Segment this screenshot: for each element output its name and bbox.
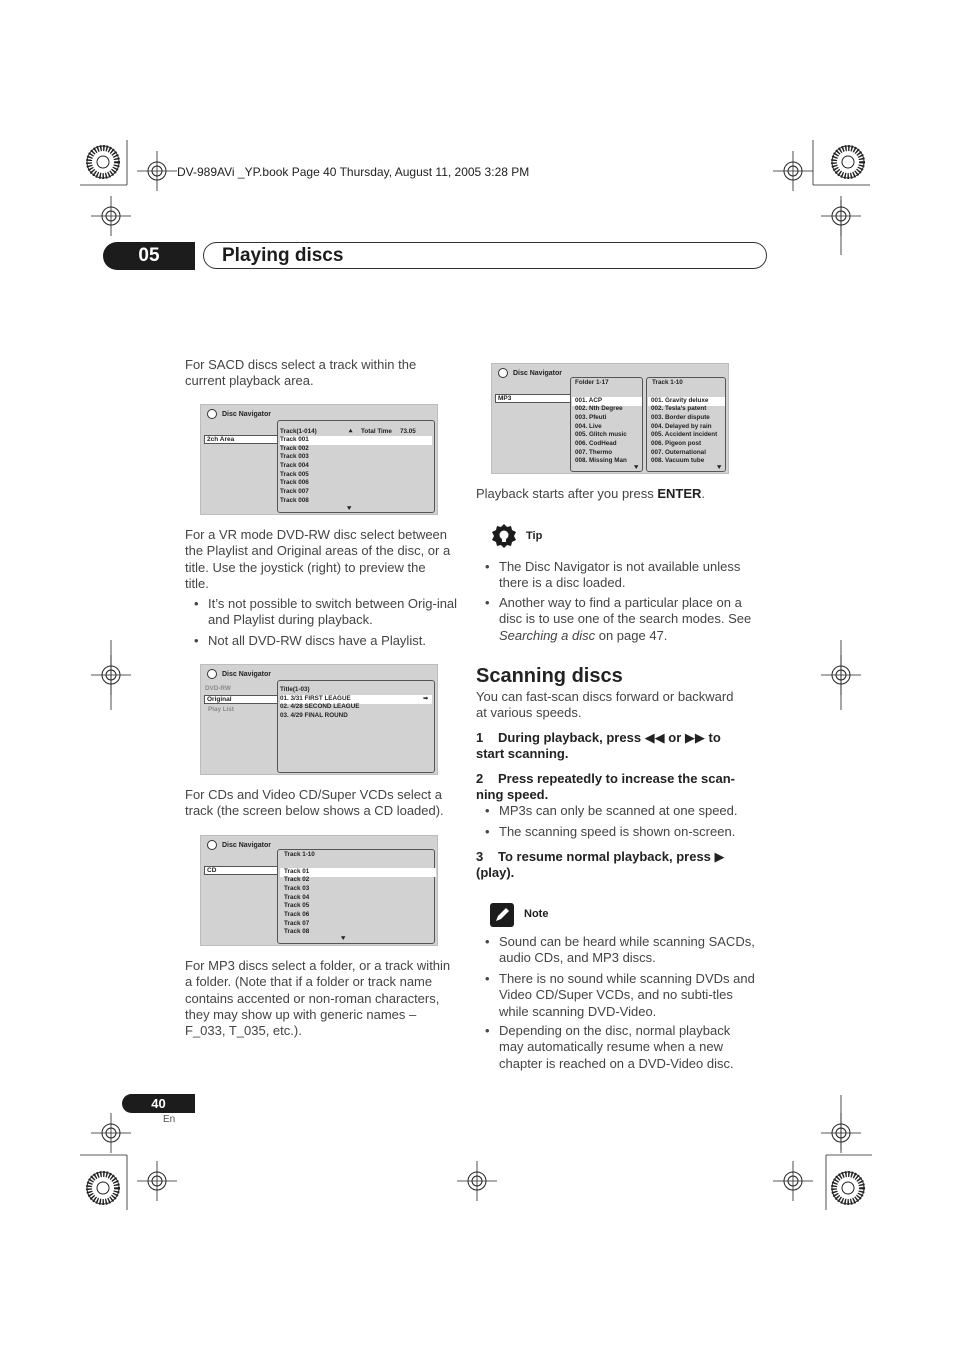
- tip-bullet: • The Disc Navigator is not available unless there is a disc loaded.: [485, 559, 757, 592]
- title-item[interactable]: 01. 3/31 FIRST LEAGUE: [280, 695, 432, 704]
- folder-item[interactable]: 007. Thermo: [575, 449, 613, 456]
- tip-label: Tip: [526, 530, 543, 542]
- tip-text: Another way to find a particular place on a disc is to use one of the search modes. See: [499, 595, 752, 627]
- folder-item[interactable]: 001. ACP: [572, 397, 642, 406]
- folder-item[interactable]: 005. Glitch music: [575, 431, 627, 438]
- tip-page-ref: on page 47.: [595, 627, 668, 643]
- step-number: 2: [476, 771, 484, 786]
- track-header: Track 1-10: [284, 851, 315, 858]
- vr-paragraph: For a VR mode DVD-RW disc select between the Playlist and Original areas of the disc, or a title. Use the joystick (right) to preview the title.: [185, 527, 451, 591]
- track-item[interactable]: 003. Border dispute: [651, 414, 710, 421]
- track-item[interactable]: Track 07: [284, 920, 310, 927]
- step-number: 1: [476, 730, 484, 745]
- track-item[interactable]: 005. Accident incident: [651, 431, 718, 438]
- section-title: Scanning discs: [476, 665, 623, 687]
- cd-navigator-screen: [200, 835, 438, 946]
- step-2-bullet: • The scanning speed is shown on-screen.: [485, 824, 759, 840]
- mp3-tab[interactable]: MP3: [495, 394, 571, 403]
- right-arrow-icon: ➡: [423, 695, 429, 702]
- folder-header: Folder 1-17: [575, 379, 609, 386]
- section-intro: You can fast-scan discs forward or backward at various speeds.: [476, 689, 734, 721]
- track-panel: [277, 849, 435, 944]
- file-header: DV-989AVi _YP.book Page 40 Thursday, August 11, 2005 3:28 PM: [177, 165, 530, 179]
- title-item[interactable]: 03. 4/29 FINAL ROUND: [280, 712, 348, 719]
- disc-icon: [207, 669, 217, 679]
- note-bullet: • Depending on the disc, normal playback may automatically resume when a new chapter is reached on a DVD-Video disc.: [485, 1023, 757, 1072]
- down-arrow-icon: ⯆: [633, 463, 640, 472]
- disc-icon: [207, 409, 217, 419]
- track-item[interactable]: 002. Tesla’s patent: [651, 405, 707, 412]
- track-item[interactable]: Track 002: [280, 445, 309, 452]
- track-item[interactable]: Track 003: [280, 453, 309, 460]
- track-item[interactable]: Track 02: [284, 876, 310, 883]
- chapter-title: Playing discs: [222, 245, 344, 266]
- step-1: During playback, press ◀◀ or ▶▶ to start scanning.: [476, 730, 721, 762]
- track-item[interactable]: Track 005: [280, 471, 309, 478]
- enter-key: ENTER: [657, 486, 702, 501]
- screen-title: Disc Navigator: [222, 411, 272, 418]
- track-item[interactable]: 008. Vacuum tube: [651, 457, 705, 464]
- cd-tab[interactable]: CD: [204, 866, 278, 875]
- track-item[interactable]: Track 008: [280, 497, 309, 504]
- playback-text: Playback starts after you press: [476, 486, 658, 501]
- mp3-navigator-screen: [491, 363, 729, 474]
- track-item[interactable]: Track 06: [284, 911, 310, 918]
- tip-bullet: [485, 595, 757, 644]
- track-item[interactable]: 001. Gravity deluxe: [648, 397, 725, 406]
- disc-icon: [207, 840, 217, 850]
- disc-icon: [498, 368, 508, 378]
- title-item[interactable]: 02. 4/28 SECOND LEAGUE: [280, 703, 360, 710]
- folder-panel: [570, 377, 643, 472]
- note-bullet: • Sound can be heard while scanning SACDs, audio CDs, and MP3 discs.: [485, 934, 757, 967]
- sacd-paragraph: For SACD discs select a track within the current playback area.: [185, 357, 417, 389]
- track-item[interactable]: Track 01: [280, 868, 436, 877]
- folder-item[interactable]: 004. Live: [575, 423, 602, 430]
- track-item[interactable]: Track 08: [284, 928, 310, 935]
- track-item[interactable]: 006. Pigeon post: [651, 440, 702, 447]
- playback-period: .: [701, 486, 706, 501]
- title-panel: [277, 680, 435, 773]
- folder-item[interactable]: 008. Missing Man: [575, 457, 627, 464]
- original-tab[interactable]: Original: [204, 695, 278, 704]
- folder-item[interactable]: 006. CodHead: [575, 440, 617, 447]
- track-item[interactable]: Track 04: [284, 894, 310, 901]
- step-3: To resume normal playback, press ▶ (play).: [476, 849, 725, 881]
- total-time-label: Total Time: [361, 428, 392, 435]
- tip-icon: [492, 524, 516, 548]
- track-item[interactable]: Track 001: [280, 436, 432, 445]
- cross-reference: Searching a disc: [499, 627, 596, 643]
- playlist-tab[interactable]: Play List: [208, 706, 234, 713]
- down-arrow-icon: ⯆: [346, 504, 353, 513]
- track-header: Track 1-10: [652, 379, 683, 386]
- vr-bullet: • It’s not possible to switch between Orig-inal and Playlist during playback.: [194, 596, 464, 629]
- track-item[interactable]: Track 004: [280, 462, 309, 469]
- track-item[interactable]: Track 03: [284, 885, 310, 892]
- track-item[interactable]: 007. Outernational: [651, 449, 706, 456]
- track-item[interactable]: 004. Delayed by rain: [651, 423, 712, 430]
- track-header: Track(1-014): [280, 428, 317, 435]
- sacd-navigator-screen: [200, 404, 438, 515]
- screen-title: Disc Navigator: [222, 842, 272, 849]
- track-item[interactable]: Track 006: [280, 479, 309, 486]
- track-item[interactable]: Track 05: [284, 902, 310, 909]
- note-icon: [490, 903, 514, 927]
- playback-paragraph: [476, 486, 746, 502]
- step-2: Press repeatedly to increase the scan-ning speed.: [476, 771, 736, 803]
- up-arrow-icon: ⯅: [348, 428, 354, 435]
- track-panel: [646, 377, 726, 472]
- cd-paragraph: For CDs and Video CD/Super VCDs select a track (the screen below shows a CD loaded).: [185, 787, 444, 819]
- note-bullet: • There is no sound while scanning DVDs and Video CD/Super VCDs, and no subti-tles while scanning DVD-Video.: [485, 971, 757, 1020]
- track-panel: [277, 420, 435, 513]
- screen-title: Disc Navigator: [513, 370, 563, 377]
- screen-title: Disc Navigator: [222, 671, 272, 678]
- area-tab[interactable]: 2ch Area: [204, 435, 278, 444]
- note-label: Note: [524, 908, 549, 920]
- step-number: 3: [476, 849, 484, 864]
- down-arrow-icon: ⯆: [340, 934, 347, 943]
- mp3-paragraph: For MP3 discs select a folder, or a track within a folder. (Note that if a folder or track name contains accented or non-roman characters, they may show up with generic names – F_033, T_035, etc.).: [185, 958, 451, 1039]
- title-header: Title(1-03): [280, 686, 310, 693]
- step-2-bullet: • MP3s can only be scanned at one speed.: [485, 803, 759, 819]
- disc-type-label: DVD-RW: [205, 685, 231, 692]
- vr-bullet: • Not all DVD-RW discs have a Playlist.: [194, 633, 464, 649]
- folder-item[interactable]: 003. Pfeuti: [575, 414, 607, 421]
- folder-item[interactable]: 002. Nth Degree: [575, 405, 623, 412]
- dvdrw-navigator-screen: [200, 664, 438, 775]
- language-label: En: [163, 1114, 176, 1125]
- track-item[interactable]: Track 007: [280, 488, 309, 495]
- total-time-value: 73.05: [400, 428, 416, 435]
- page-number: 40: [122, 1094, 195, 1113]
- down-arrow-icon: ⯆: [716, 463, 723, 472]
- chapter-number: 05: [103, 242, 195, 270]
